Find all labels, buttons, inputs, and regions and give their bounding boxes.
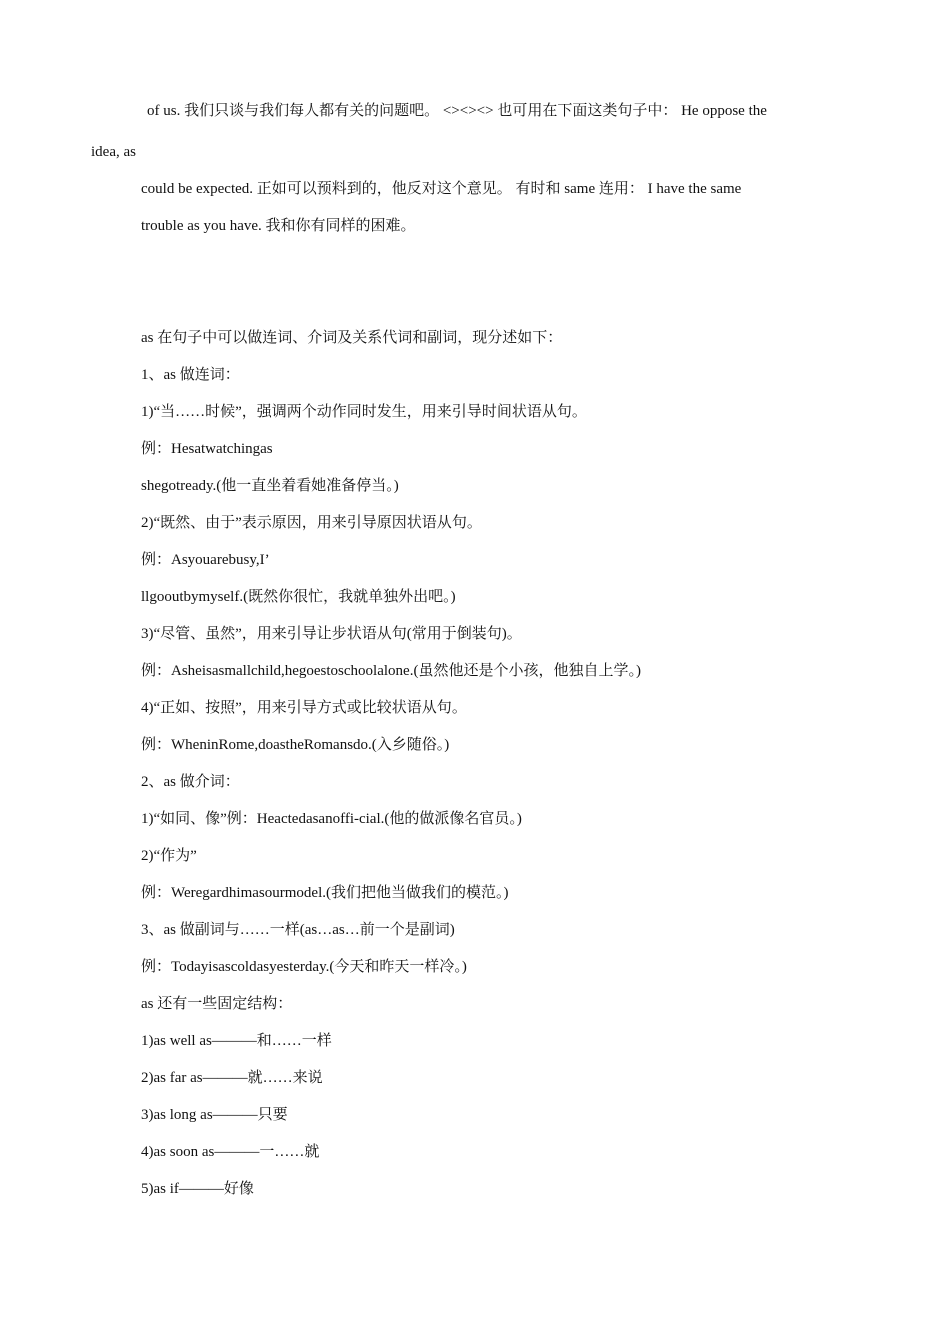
text-line: 3)“尽管、虽然”，用来引导让步状语从句(常用于倒装句)。 <box>141 626 522 642</box>
heading-fixed-structures: as 还有一些固定结构： <box>141 996 293 1012</box>
section-intro: as 在句子中可以做连词、介词及关系代词和副词，现分述如下： <box>141 330 563 346</box>
list-item: 3)as long as———只要 <box>141 1107 288 1123</box>
text-line: 2)“既然、由于”表示原因，用来引导原因状语从句。 <box>141 515 482 531</box>
text-line: 1)“当……时候”，强调两个动作同时发生，用来引导时间状语从句。 <box>141 404 587 420</box>
heading-preposition: 2、as 做介词： <box>141 774 240 790</box>
list-item: 1)as well as———和……一样 <box>141 1033 332 1049</box>
example-line: 例：Todayisascoldasyesterday.(今天和昨天一样冷。) <box>141 959 467 975</box>
list-item: 5)as if———好像 <box>141 1181 254 1197</box>
text-line: 1)“如同、像”例：Heactedasanoffi-cial.(他的做派像名官员。) <box>141 811 522 827</box>
text-line: 2)“作为” <box>141 848 197 864</box>
list-item: 2)as far as———就……来说 <box>141 1070 323 1086</box>
example-line: 例：Asheisasmallchild,hegoestoschoolalone.(虽然他还是个小孩，他独自上学。) <box>141 663 641 679</box>
heading-conjunction: 1、as 做连词： <box>141 367 240 383</box>
intro-line-4: trouble as you have. 我和你有同样的困难。 <box>141 218 416 234</box>
intro-line-1: of us. 我们只谈与我们每人都有关的问题吧。 <><><> 也可用在下面这类句子中： He oppose the <box>147 103 767 119</box>
text-line: 4)“正如、按照”，用来引导方式或比较状语从句。 <box>141 700 467 716</box>
heading-adverb: 3、as 做副词与……一样(as…as…前一个是副词) <box>141 922 455 938</box>
example-line: 例：WheninRome,doastheRomansdo.(入乡随俗。) <box>141 737 450 753</box>
example-line: 例：Asyouarebusy,I’ <box>141 552 270 568</box>
intro-line-3: could be expected. 正如可以预料到的，他反对这个意见。 有时和 same 连用： I have the same <box>141 181 742 197</box>
example-line: shegotready.(他一直坐着看她准备停当。) <box>141 478 399 494</box>
example-line: 例：Weregardhimasourmodel.(我们把他当做我们的模范。) <box>141 885 509 901</box>
example-line: 例：Hesatwatchingas <box>141 441 273 457</box>
intro-line-2: idea, as <box>91 144 136 160</box>
example-line: llgooutbymyself.(既然你很忙，我就单独外出吧。) <box>141 589 456 605</box>
list-item: 4)as soon as———一……就 <box>141 1144 320 1160</box>
